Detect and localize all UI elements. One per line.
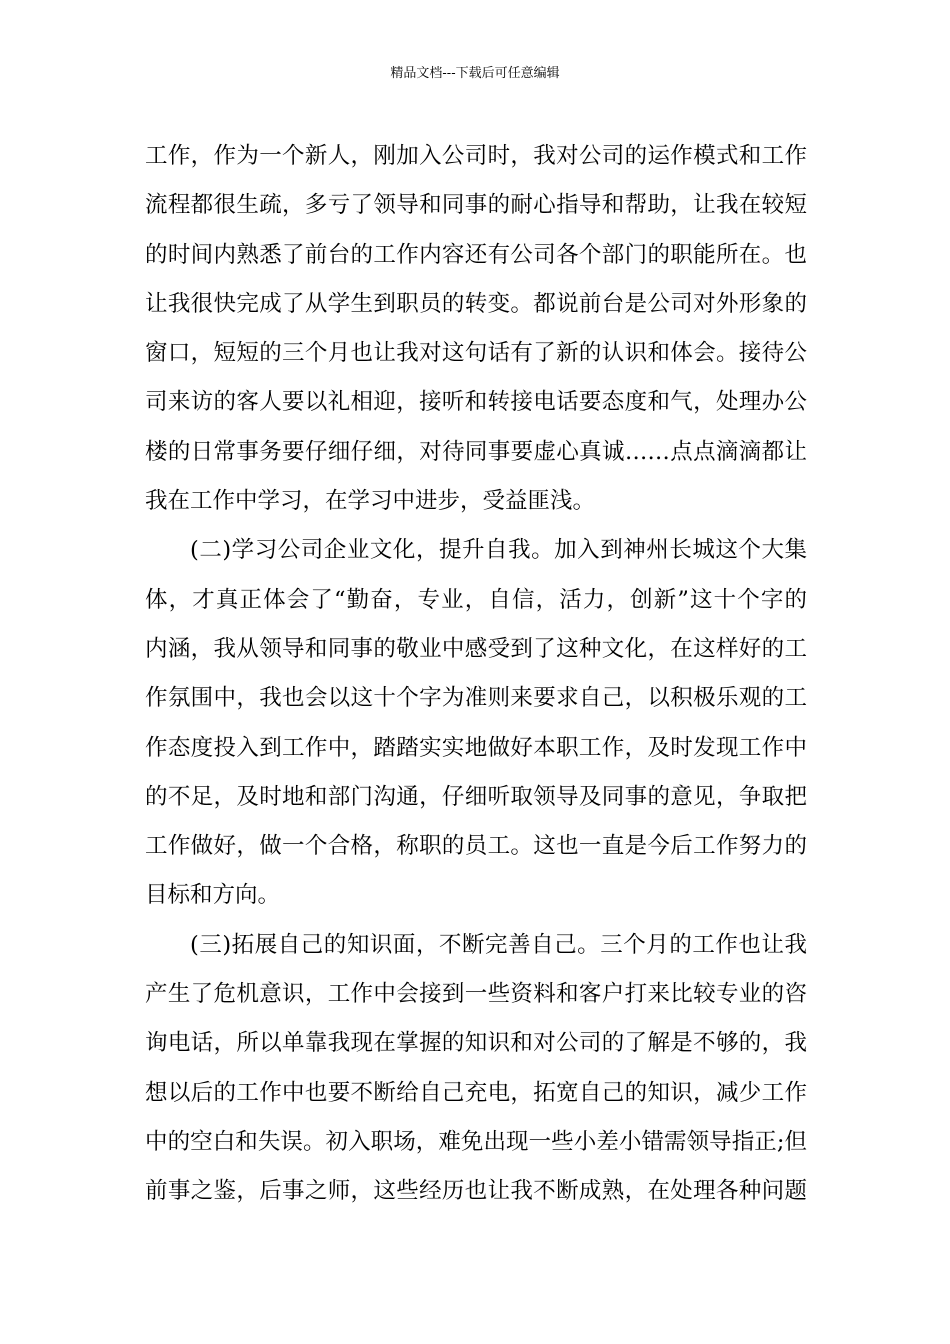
text-line: 流程都很生疏，多亏了领导和同事的耐心指导和帮助，让我在较短 [145,192,807,219]
text-line: 产生了危机意识，工作中会接到一些资料和客户打来比较专业的咨 [145,981,807,1008]
body-text [145,132,807,1217]
text-line: 的不足，及时地和部门沟通，仔细听取领导及同事的意见，争取把 [145,783,807,810]
text-line: 内涵，我从领导和同事的敬业中感受到了这种文化，在这样好的工 [145,635,807,662]
text-line: 我在工作中学习，在学习中进步，受益匪浅。 [145,488,596,515]
text-line: 司来访的客人要以礼相迎，接听和转接电话要态度和气，处理办公 [145,389,807,416]
text-line: 窗口，短短的三个月也让我对这句话有了新的认识和体会。接待公 [145,340,807,367]
text-line: 楼的日常事务要仔细仔细，对待同事要虚心真诚……点点滴滴都让 [145,438,807,465]
text-line: 前事之鉴，后事之师，这些经历也让我不断成熟，在处理各种问题 [145,1178,807,1205]
text-line: 的时间内熟悉了前台的工作内容还有公司各个部门的职能所在。也 [145,241,807,268]
text-line: 工作做好，做一个合格，称职的员工。这也一直是今后工作努力的 [145,833,807,860]
text-line: 作态度投入到工作中，踏踏实实地做好本职工作，及时发现工作中 [145,734,807,761]
text-line: (二)学习公司企业文化，提升自我。加入到神州长城这个大集 [190,537,807,564]
text-line: 工作，作为一个新人，刚加入公司时，我对公司的运作模式和工作 [145,143,807,169]
text-line: 让我很快完成了从学生到职员的转变。都说前台是公司对外形象的 [145,290,807,317]
page-header: 精品文档---下载后可任意编辑 [390,66,560,81]
text-line: 作氛围中，我也会以这十个字为准则来要求自己，以积极乐观的工 [145,685,807,712]
text-line: 体，才真正体会了“勤奋，专业，自信，活力，创新”这十个字的 [145,586,807,613]
text-line: 目标和方向。 [145,882,281,909]
text-line: 中的空白和失误。初入职场，难免出现一些小差小错需领导指正;但 [145,1128,807,1155]
text-line: 询电话，所以单靠我现在掌握的知识和对公司的了解是不够的，我 [145,1030,807,1057]
text-line: 想以后的工作中也要不断给自己充电，拓宽自己的知识，减少工作 [145,1079,807,1106]
text-line: (三)拓展自己的知识面，不断完善自己。三个月的工作也让我 [190,931,807,958]
